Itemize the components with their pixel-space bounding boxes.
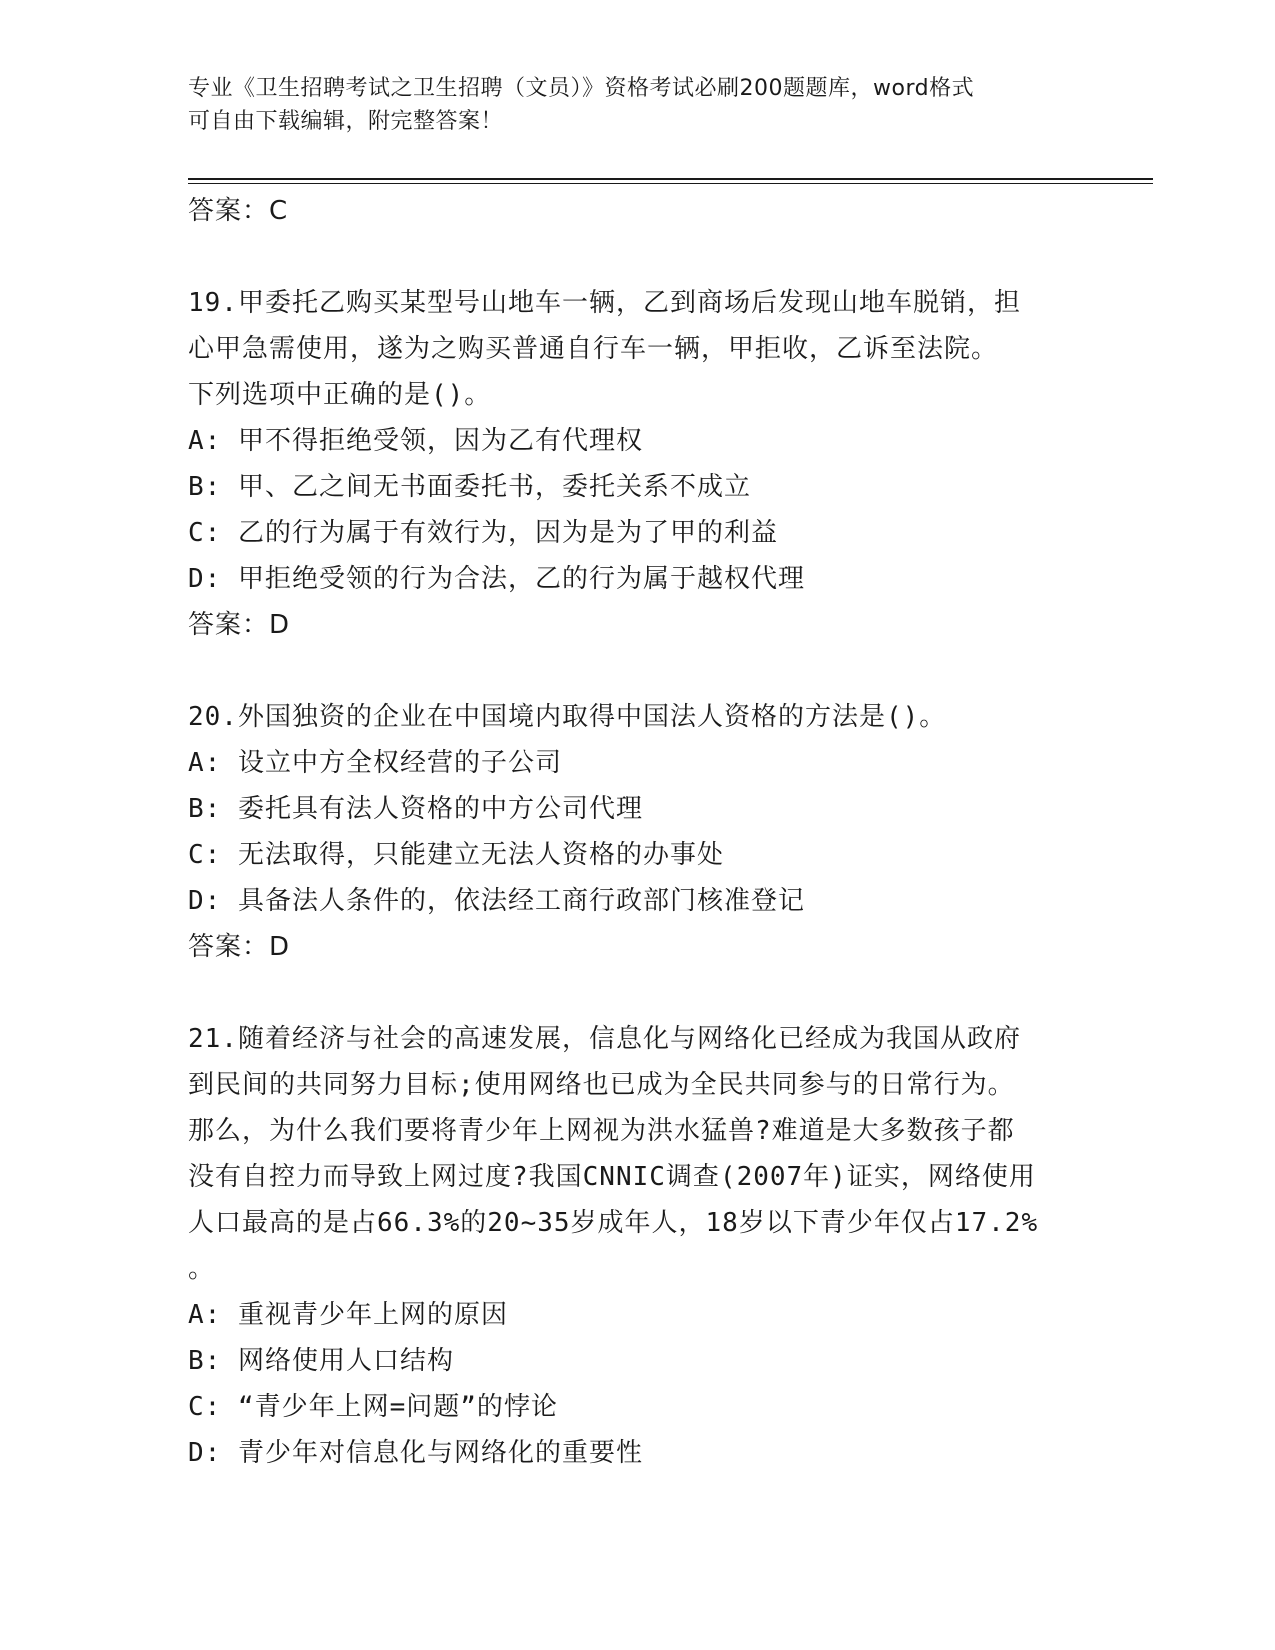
header-title-line-2: 可自由下载编辑，附完整答案！ — [188, 109, 504, 134]
question-stem-line: 那么，为什么我们要将青少年上网视为洪水猛兽?难道是大多数孩子都 — [188, 1116, 1015, 1146]
spacer — [188, 970, 1108, 1016]
question-stem-line: 19.甲委托乙购买某型号山地车一辆，乙到商场后发现山地车脱销，担 — [188, 288, 1021, 318]
spacer — [188, 648, 1108, 694]
question-stem-line: 没有自控力而导致上网过度?我国CNNIC调查(2007年)证实，网络使用 — [188, 1162, 1036, 1192]
spacer — [188, 234, 1108, 280]
option-c: C: 无法取得，只能建立无法人资格的办事处 — [188, 840, 724, 870]
option-d: D: 甲拒绝受领的行为合法，乙的行为属于越权代理 — [188, 564, 805, 594]
header-divider-thin — [188, 183, 1153, 184]
question-stem-line: 20.外国独资的企业在中国境内取得中国法人资格的方法是()。 — [188, 702, 947, 732]
question-answer: 答案：D — [188, 932, 291, 962]
question-stem-line: 。 — [188, 1254, 216, 1284]
option-a: A: 设立中方全权经营的子公司 — [188, 748, 562, 778]
question-19 — [188, 280, 1108, 648]
option-c: C: “青少年上网=问题”的悖论 — [188, 1392, 558, 1422]
option-a: A: 重视青少年上网的原因 — [188, 1300, 508, 1330]
header-divider-thick — [188, 178, 1153, 180]
option-b: B: 甲、乙之间无书面委托书，委托关系不成立 — [188, 472, 751, 502]
header-title-line-1: 专业《卫生招聘考试之卫生招聘（文员）》资格考试必刷200题题库，word格式 — [188, 76, 975, 101]
previous-answer: 答案：C — [188, 196, 289, 226]
option-c: C: 乙的行为属于有效行为，因为是为了甲的利益 — [188, 518, 778, 548]
document-header — [188, 72, 1088, 138]
question-stem-line: 下列选项中正确的是()。 — [188, 380, 492, 410]
document-body — [188, 188, 1108, 1476]
question-20 — [188, 694, 1108, 970]
option-a: A: 甲不得拒绝受领，因为乙有代理权 — [188, 426, 643, 456]
option-b: B: 委托具有法人资格的中方公司代理 — [188, 794, 643, 824]
question-answer: 答案：D — [188, 610, 291, 640]
question-stem-line: 心甲急需使用，遂为之购买普通自行车一辆，甲拒收，乙诉至法院。 — [188, 334, 999, 364]
option-d: D: 具备法人条件的，依法经工商行政部门核准登记 — [188, 886, 805, 916]
option-d: D: 青少年对信息化与网络化的重要性 — [188, 1438, 643, 1468]
option-b: B: 网络使用人口结构 — [188, 1346, 454, 1376]
question-stem-line: 人口最高的是占66.3%的20~35岁成年人，18岁以下青少年仅占17.2% — [188, 1208, 1039, 1238]
question-stem-line: 到民间的共同努力目标;使用网络也已成为全民共同参与的日常行为。 — [188, 1070, 1015, 1100]
question-stem-line: 21.随着经济与社会的高速发展，信息化与网络化已经成为我国从政府 — [188, 1024, 1021, 1054]
question-21 — [188, 1016, 1108, 1476]
